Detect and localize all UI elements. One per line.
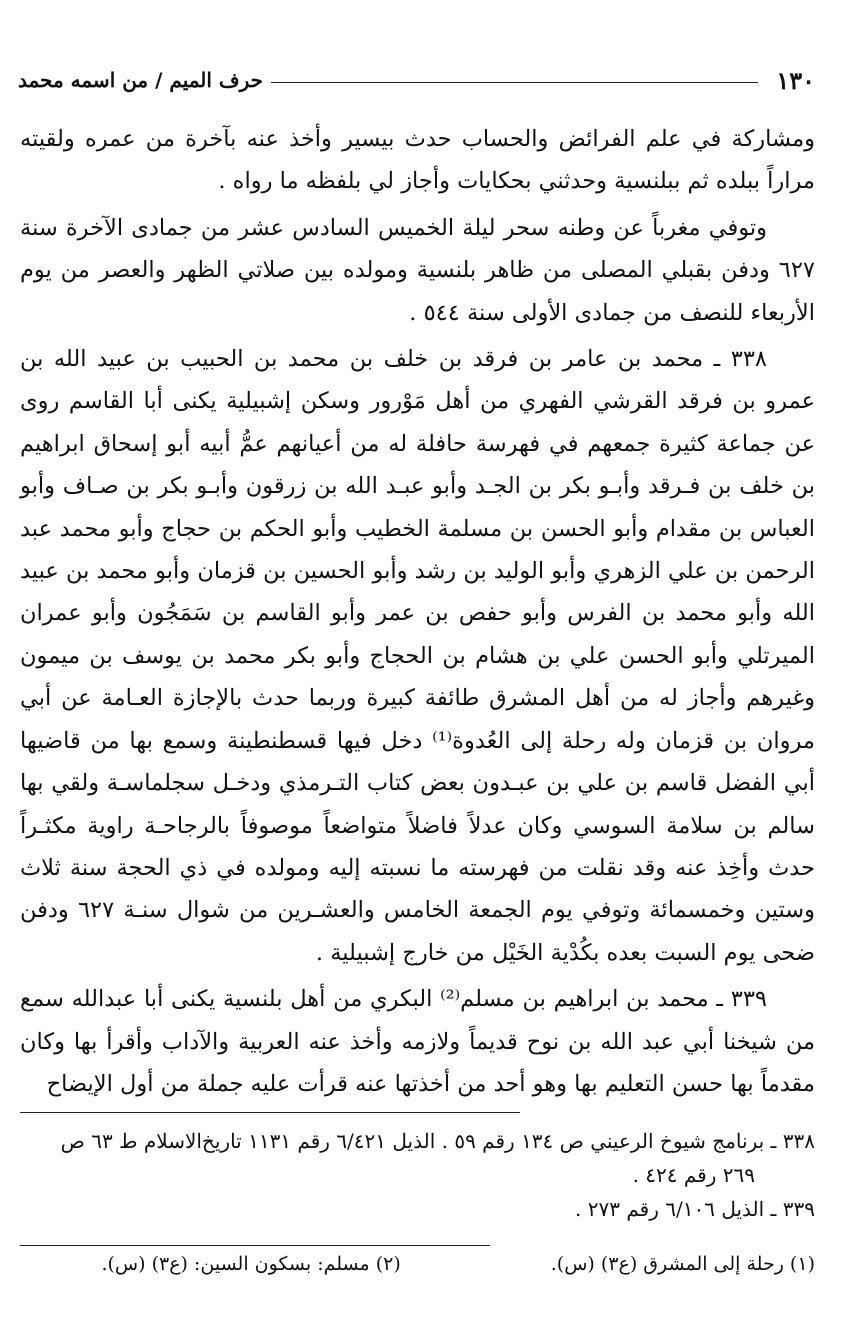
- source-338-continued: ٢٦٩ رقم ٤٢٤ .: [632, 1163, 755, 1187]
- entry-338: ٣٣٨ ـ محمد بن عامر بن فرقد بن خلف بن محمد بن الحبيب بن عبيد الله بن عمرو بن فرقد القرشي الفهري من أهل مَوْرور وسكن إشبيلية يكنى أبا القاسم روى عن جماعة كثيرة جمعهم في فهرسة حافلة له من أعيانهم عمُّ أبيه أبو إسحاق ابراهيم بن خلف بن فـرقد وأبـو بكر بن الجـد وأبو عبـد الله بن زرقون وأبـو بكر بن صـاف وأبو العباس بن مقدام وأبو الحسن بن مسلمة الخطيب وأبو الحكم بن حجاج وأبو محمد عبد الرحمن بن علي الزهري وأبو الوليد بن رشد وأبو الحسين بن قزمان وأبو محمد بن عبيد الله وأبو محمد بن الفرس وأبو حفص بن عمر وأبو القاسم بن سَمَجُون وأبو عمران الميرتلي وأبو الحسن علي بن هشام بن الحجاج وأبو بكر محمد بن يوسف بن ميمون وغيرهم وأجاز له من أهل المشرق طائفة كبيرة وربما حدث بالإجازة العـامة عن أبي مروان بن قزمان وله رحلة إلى العُدوة⁽¹⁾ دخل فيها قسطنطينة وسمع بها من قاضيها أبي الفضل قاسم بن علي بن عبـدون بعض كتاب التـرمذي ودخـل سجلماسـة ولقي بها سالم بن سلامة السوسي وكان عدلاً فاضلاً متواضعاً موصوفاً بالرجاحـة راوية مكثـراً حدث وأخِذ عنه وقد نقلت من فهرسته ما نسبته إليه ومولده في ذي الحجة سنة ثلاث وستين وخمسمائة وتوفي يوم الجمعة الخامس والعشـرين من شوال سنـة ٦٢٧ ودفن ضحى يوم السبت بعده بكُدْية الخَيْل من خارج إشبيلية .: [20, 346, 816, 966]
- source-339: ٣٣٩ ـ الذيل ٦/١٠٦ رقم ٢٧٣ .: [575, 1197, 815, 1221]
- header-rule: [271, 82, 758, 83]
- paragraph-death-date: وتوفي مغرباً عن وطنه سحر ليلة الخميس السادس عشر من جمادى الآخرة سنة ٦٢٧ ودفن بقبلي المصلى من ظاهر بلنسية ومولده بين صلاتي الظهر والعصر من يوم الأربعاء للنصف من جمادى الأولى سنة ٥٤٤ .: [20, 214, 815, 326]
- footnotes-divider: [20, 1245, 490, 1246]
- footnotes-block: [20, 1250, 815, 1278]
- entry-339: ٣٣٩ ـ محمد بن ابراهيم بن مسلم⁽²⁾ البكري من أهل بلنسية يكنى أبا عبدالله سمع من شيخنا أبي عبد الله بن نوح قديماً ولازمه وأخذ عنه العربية والآداب وأقرأ بها وكان مقدماً بها حسن التعليم بها وهو أحد من أخذتها عنه قرأت عليه جملة من أول الإيضاح: [20, 986, 815, 1097]
- sources-block: [20, 1124, 815, 1226]
- running-title: حرف الميم / من اسمه محمد: [18, 68, 264, 92]
- footnote-1: (١) رحلة إلى المشرق (ع٣) (س).: [550, 1253, 815, 1275]
- paragraph-continuation: ومشاركة في علم الفرائض والحساب حدث بيسير وأخذ عنه بآخرة من عمره ولقيته مراراً ببلده ثم ببلنسية وحدثني بحكايات وأجاز لي بلفظه ما رواه .: [20, 126, 815, 195]
- page-number: ١٣٠: [776, 65, 815, 95]
- page-header: [18, 62, 815, 98]
- main-text: [20, 118, 815, 1105]
- source-338: ٣٣٨ ـ برنامج شيوخ الرعيني ص ١٣٤ رقم ٥٩ . الذيل ٦/٤٢١ رقم ١١٣١ تاريخ‌الاسلام ط ٦٣ ص: [60, 1129, 815, 1153]
- sources-divider: [20, 1112, 520, 1113]
- footnote-2: (٢) مسلم: بسكون السين: (ع٣) (س).: [101, 1253, 401, 1275]
